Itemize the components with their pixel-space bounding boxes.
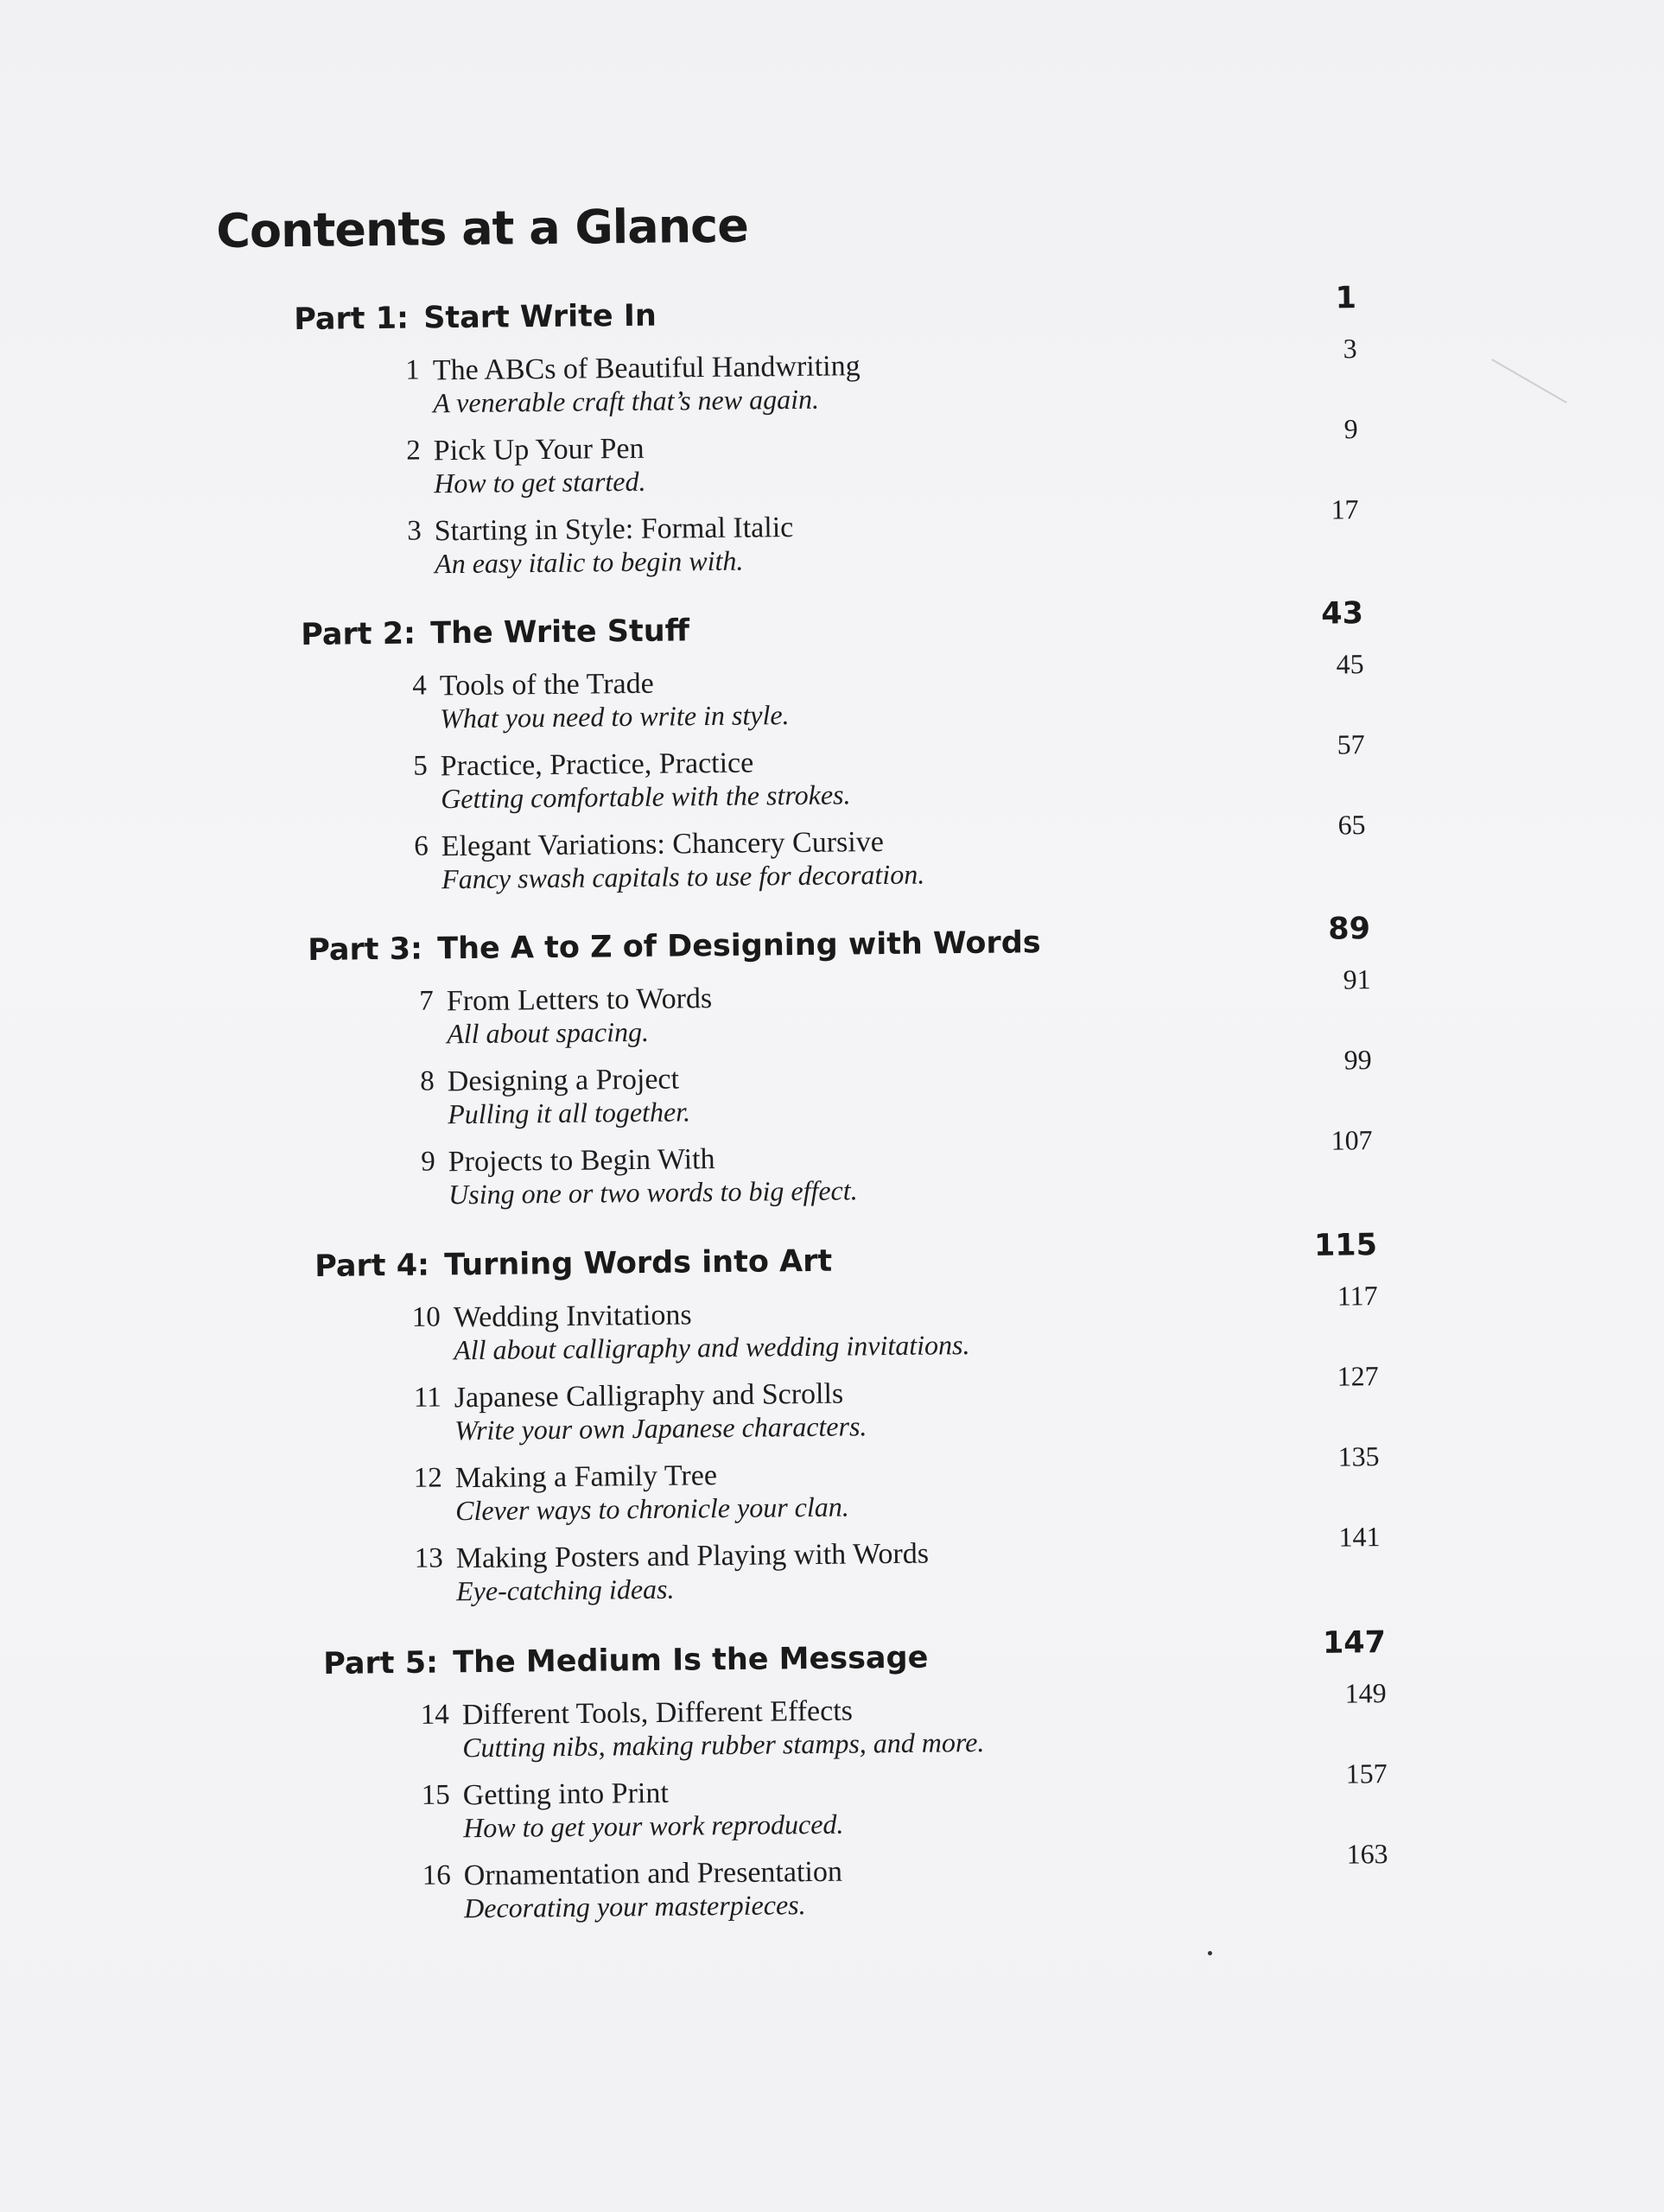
chapter-subtitle: Using one or two words to big effect. bbox=[448, 1174, 858, 1211]
chapter-page-number: 99 bbox=[1343, 1044, 1372, 1076]
chapter-title: Elegant Variations: Chancery Cursive bbox=[441, 825, 885, 863]
chapter-number: 8 bbox=[420, 1065, 435, 1097]
chapter-subtitle: Clever ways to chronicle your clan. bbox=[454, 1491, 849, 1527]
part-page-number: 43 bbox=[1321, 596, 1364, 632]
chapter-subtitle: All about calligraphy and wedding invitations. bbox=[454, 1329, 970, 1366]
chapter-title: The ABCs of Beautiful Handwriting bbox=[432, 350, 861, 387]
chapter-entry bbox=[324, 1677, 1388, 1781]
chapter-title: Projects to Begin With bbox=[448, 1143, 715, 1179]
chapter-title: Making Posters and Playing with Words bbox=[455, 1537, 930, 1575]
part-number: Part 5: bbox=[323, 1645, 439, 1681]
chapter-number: 11 bbox=[413, 1382, 441, 1414]
chapter-title: Wedding Invitations bbox=[453, 1299, 692, 1334]
chapter-page-number: 157 bbox=[1345, 1758, 1388, 1789]
part-page-number: 115 bbox=[1313, 1228, 1378, 1263]
chapter-title: Practice, Practice, Practice bbox=[440, 747, 754, 783]
chapter-entry bbox=[326, 1838, 1389, 1942]
chapter-title: Pick Up Your Pen bbox=[433, 432, 645, 467]
chapter-number: 6 bbox=[414, 830, 429, 862]
chapter-subtitle: Decorating your masterpieces. bbox=[463, 1889, 806, 1924]
chapter-number: 7 bbox=[419, 985, 435, 1017]
chapter-title: Getting into Print bbox=[462, 1777, 669, 1812]
chapter-number: 9 bbox=[421, 1146, 435, 1178]
chapter-subtitle: Getting comfortable with the strokes. bbox=[441, 779, 851, 815]
chapter-subtitle: What you need to write in style. bbox=[440, 699, 790, 734]
chapter-subtitle: All about spacing. bbox=[447, 1015, 650, 1050]
chapter-page-number: 117 bbox=[1337, 1280, 1378, 1312]
chapter-title: Different Tools, Different Effects bbox=[461, 1694, 854, 1732]
chapter-number: 15 bbox=[421, 1779, 450, 1811]
chapter-number: 10 bbox=[411, 1301, 441, 1333]
chapter-title: From Letters to Words bbox=[446, 982, 713, 1018]
chapter-entry bbox=[318, 1521, 1381, 1624]
chapter-title: Designing a Project bbox=[447, 1063, 680, 1098]
chapter-entry bbox=[309, 1044, 1373, 1147]
part-5 bbox=[323, 1625, 1389, 1942]
chapter-entry bbox=[310, 1124, 1374, 1228]
chapter-subtitle: Write your own Japanese characters. bbox=[454, 1410, 867, 1446]
stray-mark bbox=[1208, 1951, 1212, 1955]
chapter-entry bbox=[295, 333, 1358, 436]
chapter-page-number: 45 bbox=[1336, 648, 1364, 680]
part-number: Part 1: bbox=[294, 301, 410, 337]
chapter-page-number: 91 bbox=[1343, 963, 1371, 995]
part-2 bbox=[301, 596, 1367, 912]
part-name: The A to Z of Designing with Words bbox=[436, 925, 1041, 967]
chapter-entry bbox=[316, 1360, 1380, 1464]
chapter-page-number: 57 bbox=[1337, 728, 1365, 760]
chapter-page-number: 149 bbox=[1344, 1677, 1387, 1709]
part-number: Part 3: bbox=[308, 931, 423, 968]
part-3 bbox=[308, 912, 1374, 1228]
chapter-title: Making a Family Tree bbox=[454, 1459, 718, 1495]
chapter-number: 13 bbox=[414, 1542, 443, 1574]
stray-mark bbox=[1491, 359, 1567, 404]
chapter-subtitle: How to get your work reproduced. bbox=[463, 1808, 844, 1844]
chapter-number: 1 bbox=[405, 354, 421, 386]
part-page-number: 89 bbox=[1328, 912, 1371, 947]
chapter-subtitle: Pulling it all together. bbox=[448, 1096, 691, 1130]
chapter-entry bbox=[308, 963, 1372, 1067]
chapter-subtitle: Fancy swash capitals to use for decoration. bbox=[441, 858, 925, 895]
chapter-number: 4 bbox=[412, 670, 428, 702]
part-name: The Medium Is the Message bbox=[452, 1640, 929, 1681]
chapter-page-number: 65 bbox=[1337, 809, 1366, 841]
chapter-title: Ornamentation and Presentation bbox=[463, 1855, 843, 1892]
chapter-entry bbox=[296, 493, 1360, 597]
chapter-number: 12 bbox=[413, 1462, 442, 1494]
chapter-number: 3 bbox=[407, 515, 422, 547]
chapter-entry bbox=[302, 648, 1365, 752]
part-name: Start Write In bbox=[422, 298, 657, 336]
chapter-subtitle: A venerable craft that’s new again. bbox=[433, 383, 820, 419]
part-number: Part 4: bbox=[314, 1248, 430, 1284]
chapter-subtitle: An easy italic to begin with. bbox=[434, 544, 744, 580]
part-page-number: 1 bbox=[1335, 281, 1357, 316]
part-number: Part 2: bbox=[301, 616, 416, 652]
chapter-entry bbox=[325, 1758, 1388, 1861]
part-name: Turning Words into Art bbox=[443, 1243, 833, 1283]
chapter-subtitle: Cutting nibs, making rubber stamps, and more. bbox=[462, 1726, 985, 1764]
chapter-entry bbox=[317, 1440, 1381, 1544]
chapter-page-number: 135 bbox=[1337, 1440, 1380, 1472]
chapter-title: Starting in Style: Formal Italic bbox=[434, 511, 794, 548]
chapter-entry bbox=[315, 1280, 1379, 1383]
chapter-page-number: 163 bbox=[1346, 1838, 1388, 1870]
chapter-entry bbox=[303, 809, 1367, 912]
chapter-page-number: 17 bbox=[1331, 493, 1359, 525]
chapter-number: 5 bbox=[413, 750, 428, 782]
chapter-page-number: 141 bbox=[1338, 1521, 1381, 1553]
chapter-number: 16 bbox=[422, 1859, 451, 1891]
part-1 bbox=[294, 281, 1360, 597]
chapter-subtitle: How to get started. bbox=[434, 465, 646, 499]
part-name: The Write Stuff bbox=[429, 613, 690, 652]
page-title: Contents at a Glance bbox=[216, 198, 749, 258]
chapter-page-number: 107 bbox=[1331, 1124, 1373, 1156]
chapter-page-number: 127 bbox=[1337, 1360, 1379, 1392]
chapter-entry bbox=[295, 413, 1359, 517]
chapter-subtitle: Eye-catching ideas. bbox=[455, 1573, 675, 1607]
part-4 bbox=[314, 1228, 1381, 1624]
chapter-page-number: 9 bbox=[1343, 413, 1358, 445]
chapter-title: Japanese Calligraphy and Scrolls bbox=[454, 1377, 844, 1414]
chapter-number: 2 bbox=[406, 435, 421, 467]
chapter-number: 14 bbox=[420, 1699, 450, 1731]
chapter-title: Tools of the Trade bbox=[439, 667, 654, 702]
chapter-entry bbox=[302, 728, 1366, 832]
chapter-page-number: 3 bbox=[1343, 333, 1357, 365]
part-page-number: 147 bbox=[1322, 1625, 1387, 1661]
